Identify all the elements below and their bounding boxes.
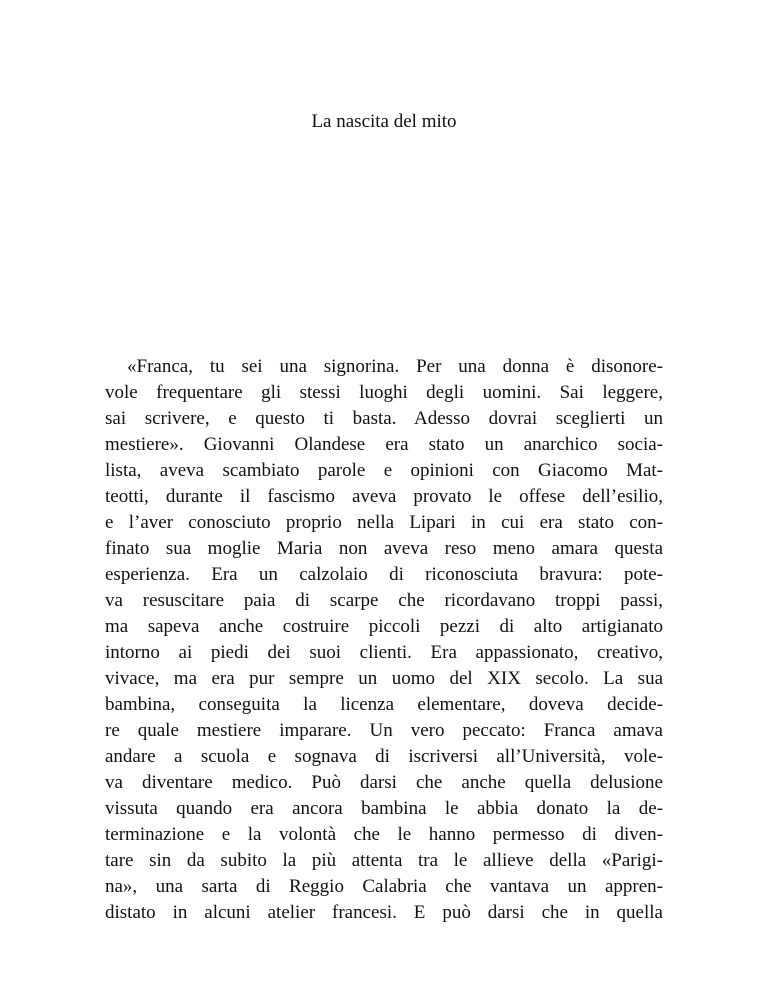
chapter-title: La nascita del mito	[311, 111, 457, 132]
text-line: lista, aveva scambiato parole e opinioni con Giacomo Mat-	[105, 460, 663, 481]
text-line: ma sapeva anche costruire piccoli pezzi di alto artigianato	[105, 616, 663, 637]
text-line: vissuta quando era ancora bambina le abbia donato la de-	[105, 798, 663, 819]
text-line: vivace, ma era pur sempre un uomo del XIX secolo. La sua	[105, 668, 663, 689]
text-line: «Franca, tu sei una signorina. Per una donna è disonore-	[127, 356, 663, 377]
body-paragraph	[105, 354, 663, 926]
text-line: mestiere». Giovanni Olandese era stato un anarchico socia-	[105, 434, 663, 455]
text-line: finato sua moglie Maria non aveva reso meno amara questa	[105, 538, 663, 559]
text-line: re quale mestiere imparare. Un vero peccato: Franca amava	[105, 720, 663, 741]
text-line: andare a scuola e sognava di iscriversi all’Università, vole-	[105, 746, 663, 767]
text-line: intorno ai piedi dei suoi clienti. Era appassionato, creativo,	[105, 642, 663, 663]
text-line: va resuscitare paia di scarpe che ricordavano troppi passi,	[105, 590, 663, 611]
text-line: e l’aver conosciuto proprio nella Lipari in cui era stato con-	[105, 512, 663, 533]
text-line: teotti, durante il fascismo aveva provato le offese dell’esilio,	[105, 486, 663, 507]
text-line: sai scrivere, e questo ti basta. Adesso dovrai sceglierti un	[105, 408, 663, 429]
text-line: tare sin da subito la più attenta tra le allieve della «Parigi-	[105, 850, 663, 871]
text-line: bambina, conseguita la licenza elementare, doveva decide-	[105, 694, 663, 715]
text-line: vole frequentare gli stessi luoghi degli uomini. Sai leggere,	[105, 382, 663, 403]
text-line: distato in alcuni atelier francesi. E può darsi che in quella	[105, 902, 663, 923]
text-line: va diventare medico. Può darsi che anche quella delusione	[105, 772, 663, 793]
text-line: esperienza. Era un calzolaio di riconosciuta bravura: pote-	[105, 564, 663, 585]
text-line: terminazione e la volontà che le hanno permesso di diven-	[105, 824, 663, 845]
text-line: na», una sarta di Reggio Calabria che vantava un appren-	[105, 876, 663, 897]
